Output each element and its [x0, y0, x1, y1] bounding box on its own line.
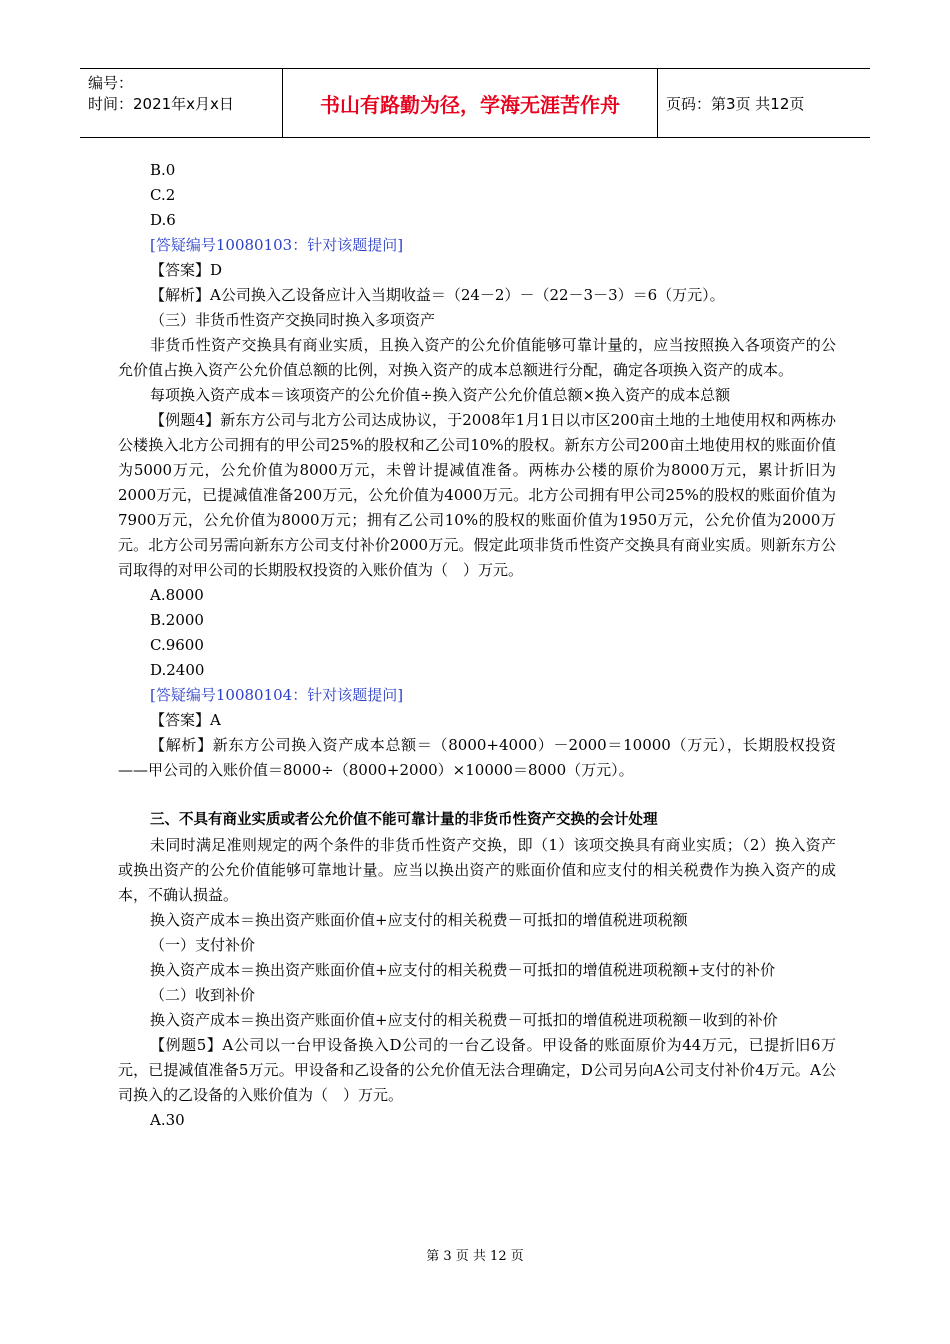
- answer: 【答案】A: [150, 711, 221, 729]
- question-link[interactable]: [答疑编号10080103：针对该题提问]: [150, 236, 404, 254]
- explanation: 【解析】A公司换入乙设备应计入当期收益＝（24－2）－（22－3－3）＝6（万元）。: [150, 286, 725, 304]
- paragraph: 未同时满足准则规定的两个条件的非货币性资产交换，即（1）该项交换具有商业实质；（2）换入资产或换出资产的公允价值能够可靠地计量。应当以换出资产的账面价值和应支付的相关税费作为换入资产的成本，不确认损益。: [118, 836, 836, 904]
- option-a: A.30: [150, 1111, 185, 1129]
- option-b: B.2000: [150, 611, 204, 629]
- example-question: 【例题4】新东方公司与北方公司达成协议，于2008年1月1日以市区200亩土地的土地使用权和两栋办公楼换入北方公司拥有的甲公司25%的股权和乙公司10%的股权。新东方公司200亩土地使用权的账面价值为5000万元，公允价值为8000万元，未曾计提减值准备。两栋办公楼的原价为8000万元，累计折旧为2000万元，已提减值准备200万元，公允价值为4000万元。北方公司拥有甲公司25%的股权的账面价值为7900万元，公允价值为8000万元；拥有乙公司10%的股权的账面价值为1950万元，公允价值为2000万元。北方公司另需向新东方公司支付补价2000万元。假定此项非货币性资产交换具有商业实质。则新东方公司取得的对甲公司的长期股权投资的入账价值为（ ）万元。: [118, 411, 836, 579]
- document-date-label: 时间：2021年x月x日: [88, 95, 234, 113]
- formula: 换入资产成本＝换出资产账面价值+应支付的相关税费－可抵扣的增值税进项税额: [150, 911, 688, 929]
- formula: 换入资产成本＝换出资产账面价值+应支付的相关税费－可抵扣的增值税进项税额－收到的补价: [150, 1011, 778, 1029]
- section-heading: 三、不具有商业实质或者公允价值不能可靠计量的非货币性资产交换的会计处理: [150, 812, 658, 828]
- header-meta: [80, 69, 282, 137]
- paragraph: 非货币性资产交换具有商业实质，且换入资产的公允价值能够可靠计量的，应当按照换入各项资产的公允价值占换入资产公允价值总额的比例，对换入资产的成本总额进行分配，确定各项换入资产的成本。: [118, 336, 836, 379]
- formula: 换入资产成本＝换出资产账面价值+应支付的相关税费－可抵扣的增值税进项税额+支付的补价: [150, 961, 776, 979]
- spacer: [118, 783, 836, 808]
- option-a: A.8000: [150, 586, 204, 604]
- subsection-heading: （二）收到补价: [150, 986, 256, 1004]
- example-question: 【例题5】A公司以一台甲设备换入D公司的一台乙设备。甲设备的账面原价为44万元，已提折旧6万元，已提减值准备5万元。甲设备和乙设备的公允价值无法合理确定，D公司另向A公司支付补价4万元。A公司换入的乙设备的入账价值为（ ）万元。: [118, 1036, 836, 1104]
- formula: 每项换入资产成本＝该项资产的公允价值÷换入资产公允价值总额×换入资产的成本总额: [150, 386, 731, 404]
- header-page-info: 页码：第3页 共12页: [666, 94, 805, 113]
- document-body: [118, 158, 836, 1133]
- explanation: 【解析】新东方公司换入资产成本总额＝（8000+4000）－2000＝10000（万元），长期股权投资——甲公司的入账价值＝8000÷（8000+2000）×10000＝8000（万元）。: [118, 736, 836, 779]
- subsection-heading: （三）非货币性资产交换同时换入多项资产: [150, 311, 436, 329]
- document-number-label: 编号：: [88, 74, 134, 92]
- option-c: C.9600: [150, 636, 204, 654]
- answer: 【答案】D: [150, 261, 223, 279]
- option-d: D.2400: [150, 661, 205, 679]
- option-d: D.6: [150, 211, 176, 229]
- header-motto: 书山有路勤为径，学海无涯苦作舟: [282, 69, 658, 137]
- option-b: B.0: [150, 161, 176, 179]
- subsection-heading: （一）支付补价: [150, 936, 256, 954]
- question-link[interactable]: [答疑编号10080104：针对该题提问]: [150, 686, 404, 704]
- page-header: [80, 68, 870, 138]
- option-c: C.2: [150, 186, 176, 204]
- page-footer: 第 3 页 共 12 页: [426, 1249, 524, 1264]
